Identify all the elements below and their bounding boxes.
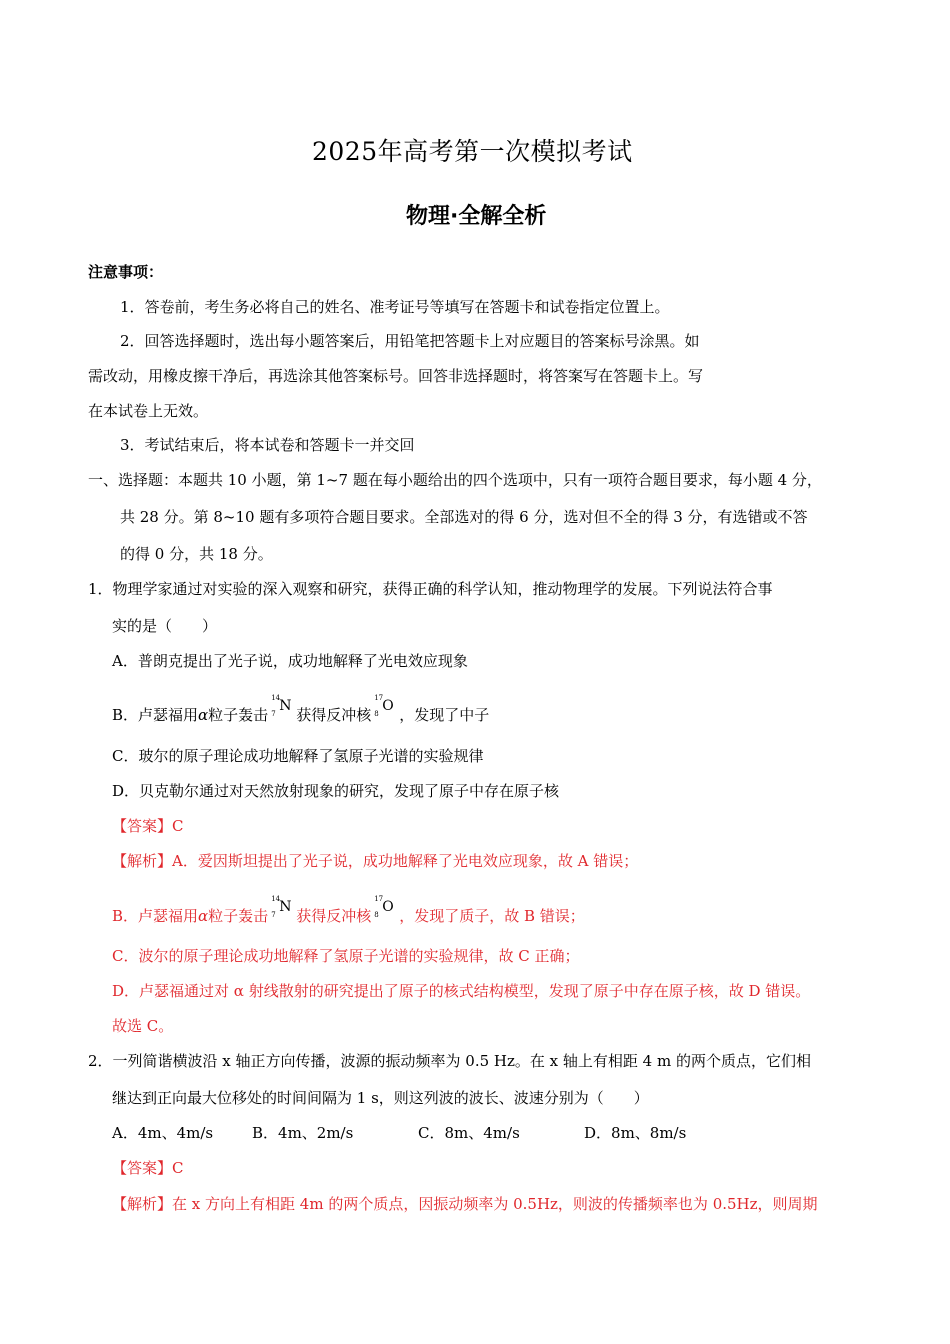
q2-stem-line-1: 2．一列简谐横波沿 x 轴正方向传播，波源的振动频率为 0.5 Hz。在 x 轴上有相距 4 m 的两个质点，它们相 xyxy=(88,1052,811,1070)
q1-answer: 【答案】C xyxy=(112,817,184,835)
section-1-line-3: 的得 0 分，共 18 分。 xyxy=(120,545,273,563)
q1-explanation-c: C．波尔的原子理论成功地解释了氢原子光谱的实验规律，故 C 正确； xyxy=(112,947,580,965)
q2-explanation xyxy=(112,1197,818,1212)
q1-option-c: C．玻尔的原子理论成功地解释了氢原子光谱的实验规律 xyxy=(112,747,484,765)
alpha-symbol: α xyxy=(198,706,209,724)
oxygen-nuclide: 17 8 O xyxy=(374,694,394,718)
q1-explanation-b-prefix: B．卢瑟福用 xyxy=(112,907,199,925)
notice-item-3: 3．考试结束后，将本试卷和答题卡一并交回 xyxy=(120,436,415,454)
notice-item-2-line-2: 需改动，用橡皮擦干净后，再选涂其他答案标号。回答非选择题时，将答案写在答题卡上。写 xyxy=(88,367,704,385)
q1-option-d: D．贝克勒尔通过对天然放射现象的研究，发现了原子中存在原子核 xyxy=(112,782,560,800)
section-1-line-1: 一、选择题：本题共 10 小题，第 1~7 题在每小题给出的四个选项中，只有一项符合题目要求，每小题 4 分， xyxy=(88,471,822,489)
q1-option-b-suffix: ，发现了中子 xyxy=(399,706,490,724)
notice-item-1: 1．答卷前，考生务必将自己的姓名、准考证号等填写在答题卡和试卷指定位置上。 xyxy=(120,298,670,316)
q1-explanation-b-suffix: ，发现了质子，故 B 错误； xyxy=(399,907,585,925)
oxygen-nuclide: 17 8 O xyxy=(374,895,394,919)
q2-stem-line-2: 继达到正向最大位移处的时间间隔为 1 s，则这列波的波长、波速分别为（ ） xyxy=(112,1089,649,1107)
q2-option-b: B．4m、2m/s xyxy=(252,1124,354,1142)
q1-explanation-a xyxy=(112,854,638,869)
nitrogen-nuclide: 14 7 N xyxy=(271,694,292,718)
q1-stem-line-2: 实的是（ ） xyxy=(112,617,218,635)
q1-conclusion: 故选 C。 xyxy=(112,1017,174,1035)
q1-option-a: A．普朗克提出了光子说，成功地解释了光电效应现象 xyxy=(112,652,468,670)
alpha-symbol: α xyxy=(198,907,209,925)
nitrogen-nuclide: 14 7 N xyxy=(271,895,292,919)
q2-option-d: D．8m、8m/s xyxy=(584,1124,687,1142)
notice-item-2-line-1: 2．回答选择题时，选出每小题答案后，用铅笔把答题卡上对应题目的答案标号涂黑。如 xyxy=(120,332,700,350)
q2-option-a: A．4m、4m/s xyxy=(112,1124,214,1142)
q1-explanation-b-text-2: 获得反冲核 xyxy=(296,907,372,925)
q2-answer: 【答案】C xyxy=(112,1159,184,1177)
q1-explanation-d: D．卢瑟福通过对 α 射线散射的研究提出了原子的核式结构模型，发现了原子中存在原子核，故 D 错误。 xyxy=(112,982,811,1000)
q1-explanation-b xyxy=(112,895,585,925)
section-1-line-2: 共 28 分。第 8~10 题有多项符合题目要求。全部选对的得 6 分，选对但不全的得 3 分，有选错或不答 xyxy=(120,508,808,526)
page-subtitle: 物理·全解全析 xyxy=(406,204,547,229)
q1-option-b xyxy=(112,694,490,724)
q2-explanation-label: 【解析】 xyxy=(112,1195,173,1213)
q1-stem-line-1: 1．物理学家通过对实验的深入观察和研究，获得正确的科学认知，推动物理学的发展。下列说法符合事 xyxy=(88,580,773,598)
q1-explanation-b-text-1: 粒子轰击 xyxy=(208,907,269,925)
q1-explanation-a-text: A．爱因斯坦提出了光子说，成功地解释了光电效应现象，故 A 错误； xyxy=(172,852,639,870)
q1-option-b-prefix: B．卢瑟福用 xyxy=(112,706,199,724)
q1-option-b-text-2: 获得反冲核 xyxy=(296,706,372,724)
page-title: 2025年高考第一次模拟考试 xyxy=(312,137,633,166)
q2-explanation-text: 在 x 方向上有相距 4m 的两个质点，因振动频率为 0.5Hz，则波的传播频率也为 0.5Hz，则周期 xyxy=(172,1195,818,1213)
notice-item-2-line-3: 在本试卷上无效。 xyxy=(88,402,209,420)
q2-option-c: C．8m、4m/s xyxy=(418,1124,520,1142)
q1-explanation-label: 【解析】 xyxy=(112,852,173,870)
q1-option-b-text-1: 粒子轰击 xyxy=(208,706,269,724)
notice-heading: 注意事项： xyxy=(88,263,164,281)
